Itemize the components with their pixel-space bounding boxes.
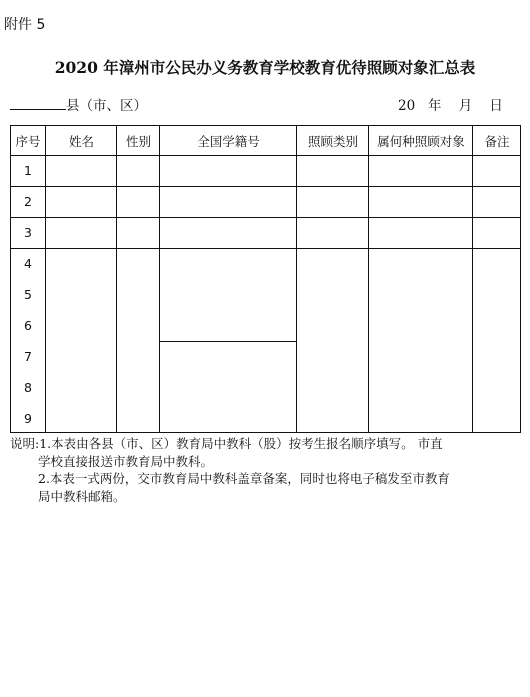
header-gender: 性别	[125, 134, 151, 149]
row-number-4: 4	[24, 256, 32, 271]
header-seq: 序号	[15, 134, 41, 149]
row-number-9: 9	[24, 411, 32, 426]
row-number-8: 8	[24, 380, 32, 395]
header-remarks: 备注	[484, 134, 510, 149]
notes-section	[10, 435, 520, 505]
note-line-2: 学校直接报送市教育局中教科。	[38, 453, 214, 469]
date-line: 20 年 月 日	[398, 98, 503, 114]
note-line-4: 局中教科邮箱。	[38, 488, 126, 504]
row-number-5: 5	[24, 287, 32, 302]
header-care-category: 照顾类别	[307, 134, 358, 149]
header-student-id: 全国学籍号	[197, 134, 260, 149]
row-number-7: 7	[24, 349, 32, 364]
header-name: 姓名	[68, 134, 94, 149]
header-care-target: 属何种照顾对象	[377, 134, 465, 149]
row-number-1: 1	[24, 163, 32, 178]
page-title: 2020 年漳州市公民办义务教育学校教育优待照顾对象汇总表	[54, 58, 476, 77]
attachment-label: 附件 5	[4, 17, 46, 33]
row-number-2: 2	[24, 194, 32, 209]
county-suffix: 县（市、区）	[66, 98, 147, 114]
note-line-3: 2.本表一式两份，交市教育局中教科盖章备案，同时也将电子稿发至市教育	[38, 471, 450, 486]
row-number-6: 6	[24, 318, 32, 333]
note-line-1: 说明:1.本表由各县（市、区）教育局中教科（股）按考生报名顺序填写。 市直	[10, 436, 443, 451]
table-border	[11, 126, 521, 433]
row-number-3: 3	[24, 225, 32, 240]
